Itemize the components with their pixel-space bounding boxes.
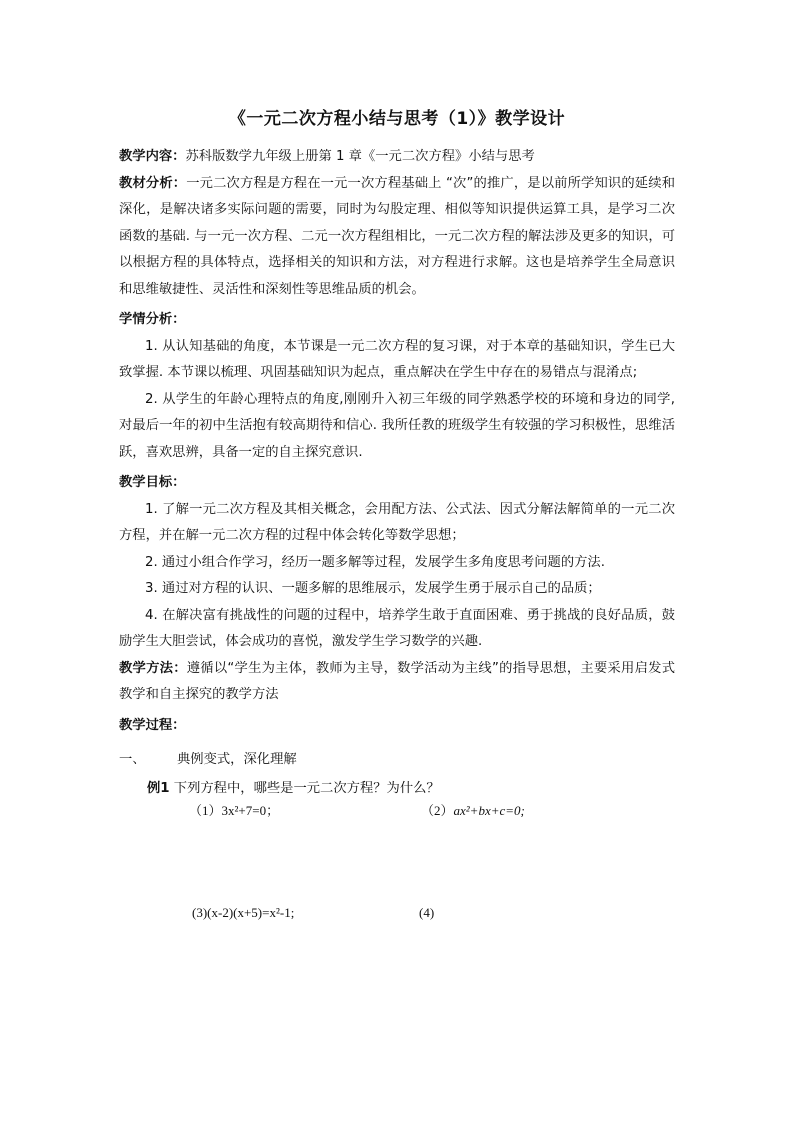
content-paragraph <box>119 144 675 171</box>
section-number: 一、 <box>119 752 146 767</box>
goals-item-3: 3. 通过对方程的认识、一题多解的思维展示，发展学生勇于展示自己的品质； <box>145 581 601 596</box>
example-text: 下列方程中，哪些是一元二次方程？为什么？ <box>169 780 440 796</box>
goals-item-2: 2. 通过小组合作学习，经历一题多解等过程，发展学生多角度思考问题的方法. <box>145 554 605 570</box>
content-text: 苏科版数学九年级上册第 1 章《一元二次方程》小结与思考 <box>185 149 535 164</box>
equation-row-2 <box>119 900 675 926</box>
goals-item-1: 1. 了解一元二次方程及其相关概念，会用配方法、公式法、因式分解法解简单的一元二次方程，并在解一元二次方程的过程中体会转化等数学思想； <box>119 501 675 543</box>
students-heading: 学情分析： <box>119 312 186 327</box>
analysis-label: 教材分析： <box>119 175 187 191</box>
document-title: 《一元二次方程小结与思考（1）》教学设计 <box>228 109 566 129</box>
document-body <box>119 144 675 926</box>
process-heading: 教学过程： <box>119 717 186 733</box>
equation-row-1 <box>119 802 675 828</box>
equation-2 <box>421 798 525 825</box>
method-label: 教学方法： <box>119 660 187 676</box>
equation-2-label: （2） <box>421 803 454 818</box>
analysis-text: 一元二次方程是方程在一元一次方程基础上 “次”的推广，是以前所学知识的延续和深化，是解决诸多实际问题的需要，同时为勾股定理、相似等知识提供运算工具，是学习二次函数的基础. 与一元一次方程、二元一次方程组相比，一元二次方程的解法涉及更多的知识，可以根据方程的具体特点，选择相关的知识和方法，对方程进行求解。这也是培养学生全局意识和思维敏捷性、灵活性和深刻性等思维品质的机会。 <box>119 175 675 297</box>
section-one <box>119 747 675 774</box>
equation-1 <box>189 798 279 825</box>
equation-1-label: （1） <box>189 803 222 818</box>
example-label: 例1 <box>147 780 170 796</box>
equation-1-text: 3x²+7=0； <box>221 803 280 818</box>
content-label: 教学内容： <box>119 149 186 164</box>
students-item-1: 1. 从认知基础的角度，本节课是一元二次方程的复习课，对于本章的基础知识，学生已大致掌握. 本节课以梳理、巩固基础知识为起点，重点解决在学生中存在的易错点与混淆点; <box>119 338 675 380</box>
method-text: 遵循以“学生为主体，教师为主导，数学活动为主线”的指导思想，主要采用启发式教学和自主探究的教学方法 <box>119 660 675 702</box>
section-title: 典例变式，深化理解 <box>177 752 297 767</box>
analysis-paragraph <box>119 171 675 304</box>
equation-4: (4) <box>419 905 435 920</box>
equation-2-text: ax²+bx+c=0; <box>453 803 525 818</box>
method-paragraph <box>119 656 675 709</box>
students-item-2: 2. 从学生的年龄心理特点的角度,刚刚升入初三年级的同学熟悉学校的环境和身边的同学,对最后一年的初中生活抱有较高期待和信心. 我所任教的班级学生有较强的学习积极性，思维活跃，喜欢思辨，具备一定的自主探究意识. <box>119 391 675 460</box>
goals-heading: 教学目标： <box>119 475 186 490</box>
equation-3: (3)(x-2)(x+5)=x²-1; <box>192 905 295 920</box>
goals-item-4: 4. 在解决富有挑战性的问题的过程中，培养学生敢于直面困难、勇于挑战的良好品质，鼓励学生大胆尝试，体会成功的喜悦，激发学生学习数学的兴趣. <box>119 607 675 649</box>
